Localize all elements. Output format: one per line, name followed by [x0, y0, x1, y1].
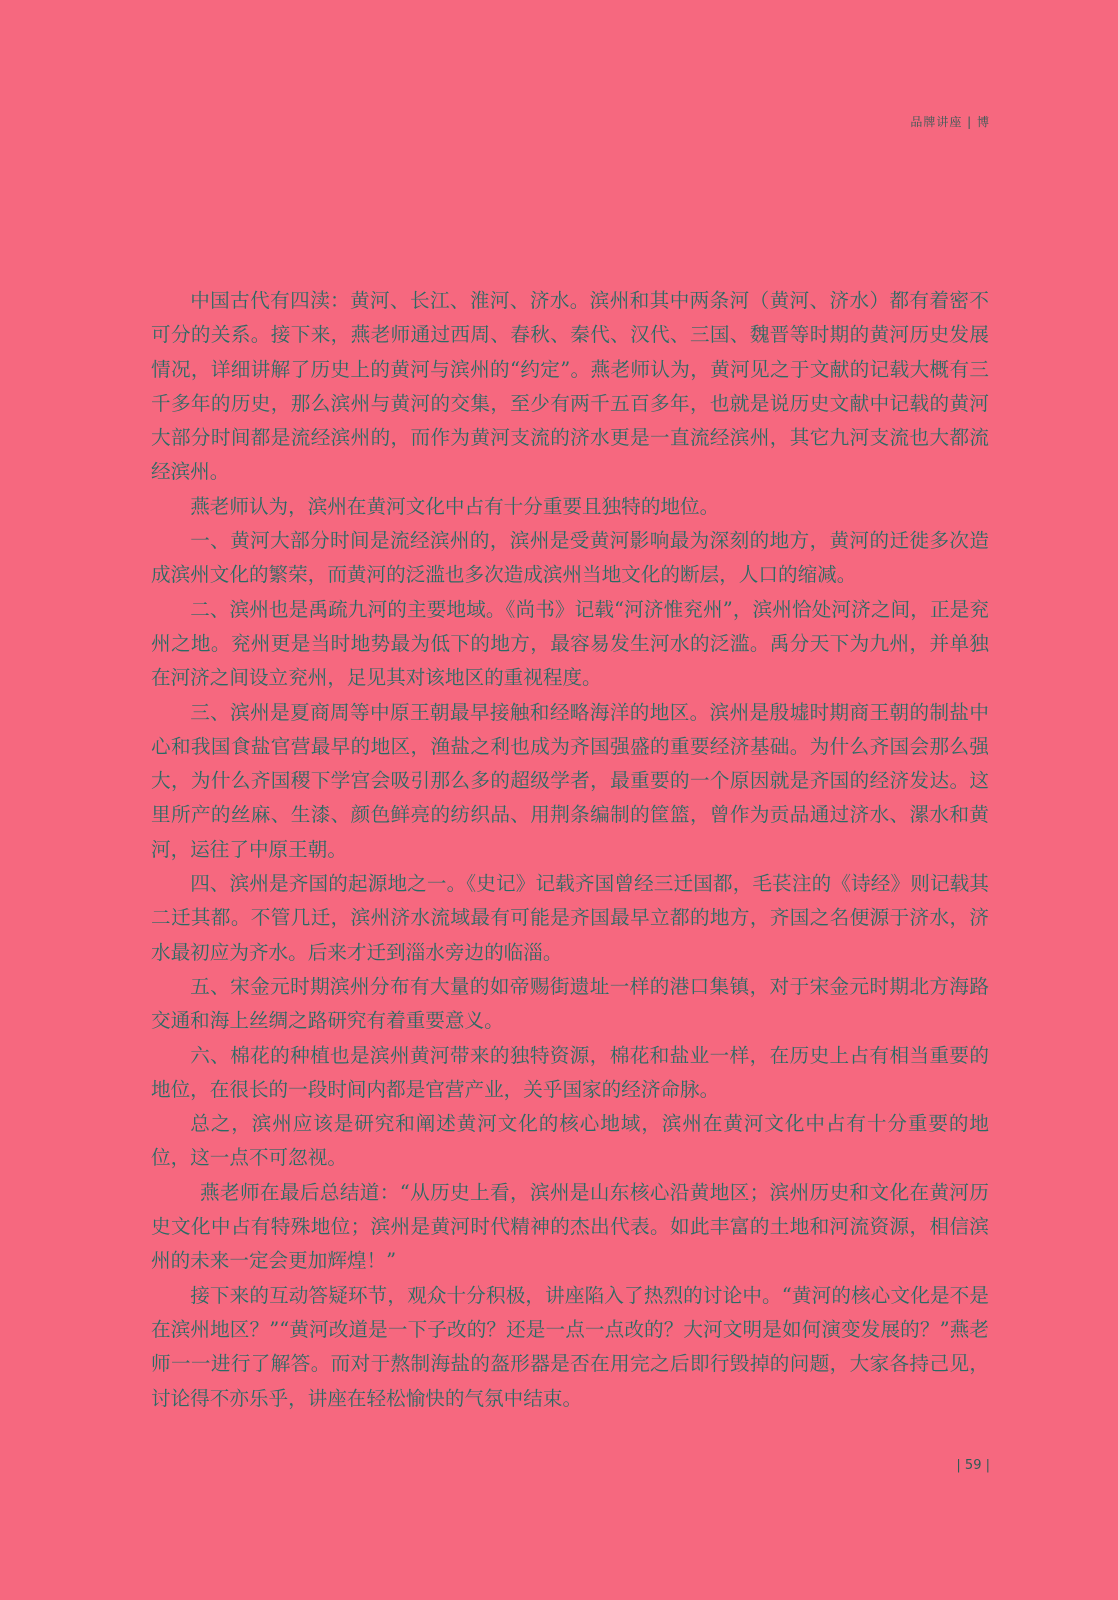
paragraph-summary: 总之，滨州应该是研究和阐述黄河文化的核心地域，滨州在黄河文化中占有十分重要的地位，这一点不可忽视。: [151, 1112, 989, 1170]
paragraph-point-5: 五、宋金元时期滨州分布有大量的如帝赐街遗址一样的港口集镇，对于宋金元时期北方海路交通和海上丝绸之路研究有着重要意义。: [151, 974, 989, 1033]
paragraph-point-6: 六、棉花的种植也是滨州黄河带来的独特资源，棉花和盐业一样，在历史上占有相当重要的地位，在很长的一段时间内都是官营产业，关乎国家的经济命脉。: [151, 1043, 989, 1101]
paragraph-point-4: 四、滨州是齐国的起源地之一。《史记》记载齐国曾经三迁国都，毛苌注的《诗经》则记载其二迁其都。不管几迁，滨州济水流域最有可能是齐国最早立都的地方，齐国之名便源于济水，济水最初应为齐水。后来才迁到淄水旁边的临淄。: [151, 872, 989, 964]
paragraph-four-rivers: 中国古代有四渎：黄河、长江、淮河、济水。滨州和其中两条河（黄河、济水）都有着密不可分的关系。接下来，燕老师通过西周、春秋、秦代、汉代、三国、魏晋等时期的黄河历史发展情况，详细讲解了历史上的黄河与滨州的“约定”。燕老师认为，黄河见之于文献的记载大概有三千多年的历史，那么滨州与黄河的交集，至少有两千五百多年，也就是说历史文献中记载的黄河大部分时间都是流经滨州的，而作为黄河支流的济水更是一直流经滨州，其它九河支流也大都流经滨州。: [151, 289, 989, 484]
article-body: [151, 284, 989, 1416]
page-number: | 59 |: [956, 1458, 990, 1473]
paragraph-qa-session: 接下来的互动答疑环节，观众十分积极，讲座陷入了热烈的讨论中。“黄河的核心文化是不是在滨州地区？”“黄河改道是一下子改的？还是一点一点改的？大河文明是如何演变发展的？”燕老师一一进行了解答。而对于熬制海盐的盔形器是否在用完之后即行毁掉的问题，大家各持己见，讨论得不亦乐乎，讲座在轻松愉快的气氛中结束。: [151, 1283, 989, 1410]
paragraph-point-2: 二、滨州也是禹疏九河的主要地域。《尚书》记载“河济惟兖州”，滨州恰处河济之间，正是兖州之地。兖州更是当时地势最为低下的地方，最容易发生河水的泛滥。禹分天下为九州，并单独在河济之间设立兖州，足见其对该地区的重视程度。: [151, 597, 989, 690]
paragraph-point-3: 三、滨州是夏商周等中原王朝最早接触和经略海洋的地区。滨州是殷墟时期商王朝的制盐中心和我国食盐官营最早的地区，渔盐之利也成为齐国强盛的重要经济基础。为什么齐国会那么强大，为什么齐国稷下学宫会吸引那么多的超级学者，最重要的一个原因就是齐国的经济发达。这里所产的丝麻、生漆、颜色鲜亮的纺织品、用荆条编制的筐篮，曾作为贡品通过济水、漯水和黄河，运往了中原王朝。: [151, 700, 989, 861]
paragraph-point-1: 一、黄河大部分时间是流经滨州的，滨州是受黄河影响最为深刻的地方，黄河的迁徙多次造成滨州文化的繁荣，而黄河的泛滥也多次造成滨州当地文化的断层，人口的缩减。: [151, 529, 989, 587]
paragraph-thesis: 燕老师认为，滨州在黄河文化中占有十分重要且独特的地位。: [190, 494, 720, 518]
running-header: 品牌讲座 | 博: [910, 115, 990, 129]
paragraph-closing-quote: 燕老师在最后总结道：“从历史上看，滨州是山东核心沿黄地区；滨州历史和文化在黄河历史文化中占有特殊地位；滨州是黄河时代精神的杰出代表。如此丰富的土地和河流资源，相信滨州的未来一定会更加辉煌！”: [151, 1180, 989, 1273]
